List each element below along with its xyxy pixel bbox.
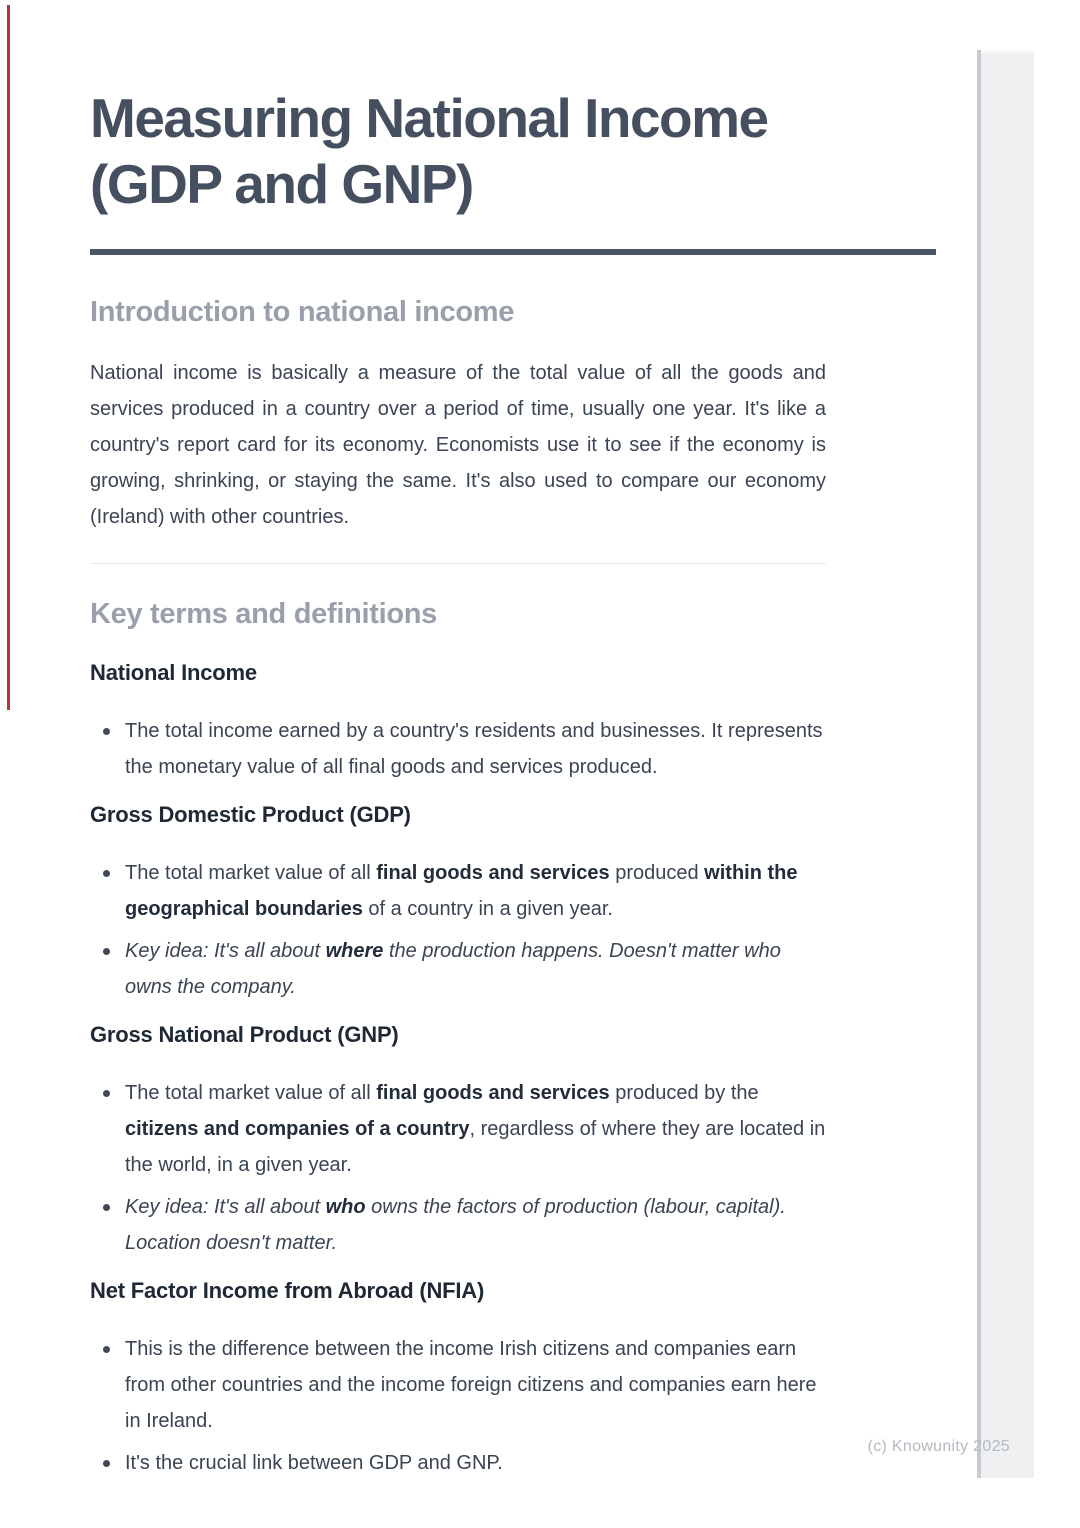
bullet-dot-icon [103, 948, 110, 955]
bullet-dot-icon [103, 870, 110, 877]
bullet-dot-icon [103, 1204, 110, 1211]
section-divider [90, 563, 826, 564]
term-bullets [90, 1331, 826, 1481]
watermark: (c) Knowunity 2025 [867, 1438, 1010, 1455]
term-heading: Gross Domestic Product (GDP) [90, 802, 411, 827]
page-title-line1: Measuring National Income [90, 87, 768, 149]
term-bullets [90, 855, 826, 1005]
term-heading: Net Factor Income from Abroad (NFIA) [90, 1278, 485, 1303]
scrollbar-track[interactable] [977, 50, 1034, 1478]
terms-list [90, 659, 936, 1481]
bullet-item: The total income earned by a country's residents and businesses. It represents the monetary value of all final goods and services produced. [90, 713, 826, 785]
bullet-item: The total market value of all final goods and services produced by the citizens and companies of a country, regardless of where they are located in the world, in a given year. [90, 1075, 826, 1183]
section-heading-introduction: Introduction to national income [90, 296, 515, 328]
section-heading-key-terms: Key terms and definitions [90, 598, 438, 630]
bullet-dot-icon [103, 1460, 110, 1467]
bullet-dot-icon [103, 728, 110, 735]
title-rule [90, 249, 936, 255]
term-bullets [90, 713, 826, 785]
bullet-item: It's the crucial link between GDP and GNP. [90, 1445, 826, 1481]
intro-paragraph: National income is basically a measure of the total value of all the goods and services produced in a country over a period of time, usually one year. It's like a country's report card for its economy. Economists use it to see if the economy is growing, shrinking, or staying the same. It's also used to compare our economy (Ireland) with other countries. [90, 362, 826, 528]
term-heading: National Income [90, 660, 257, 685]
reading-position-indicator [7, 5, 10, 710]
bullet-item: The total market value of all final goods and services produced within the geographical boundaries of a country in a given year. [90, 855, 826, 927]
document-page [90, 0, 936, 1481]
bullet-item: This is the difference between the income Irish citizens and companies earn from other countries and the income foreign citizens and companies earn here in Ireland. [90, 1331, 826, 1439]
term-bullets [90, 1075, 826, 1261]
bullet-dot-icon [103, 1090, 110, 1097]
term-heading: Gross National Product (GNP) [90, 1022, 399, 1047]
bullet-dot-icon [103, 1346, 110, 1353]
bullet-item: Key idea: It's all about where the production happens. Doesn't matter who owns the company. [90, 933, 826, 1005]
page-title-line2: (GDP and GNP) [90, 153, 473, 215]
page-title [90, 85, 936, 217]
bullet-item: Key idea: It's all about who owns the factors of production (labour, capital). Location doesn't matter. [90, 1189, 826, 1261]
